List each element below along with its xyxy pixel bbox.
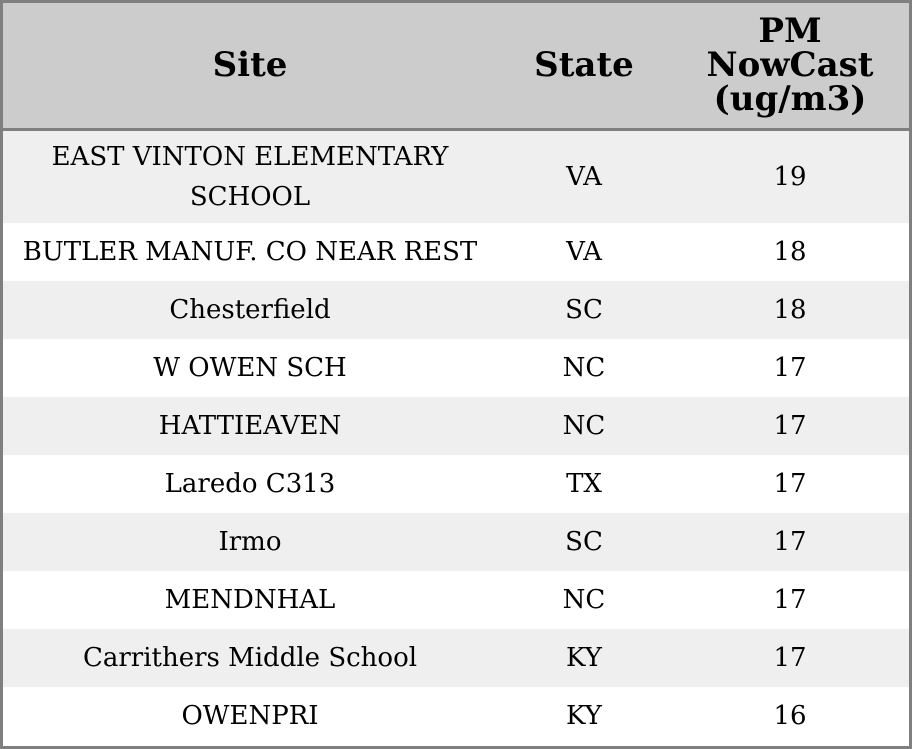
- table-header: [3, 3, 909, 129]
- table-row: [3, 455, 909, 513]
- state-cell: SC: [565, 527, 603, 557]
- site-cell: OWENPRI: [181, 701, 319, 731]
- header-site: Site: [3, 3, 497, 129]
- state-cell: SC: [565, 295, 603, 325]
- header-state: State: [497, 3, 671, 129]
- table-row: [3, 281, 909, 339]
- pm-cell: 18: [773, 295, 807, 325]
- table-row: [3, 571, 909, 629]
- header-pm-nowcast: [671, 3, 909, 129]
- pm-cell: 18: [773, 237, 807, 267]
- state-cell: KY: [566, 643, 602, 673]
- site-cell: HATTIEAVEN: [158, 411, 342, 441]
- state-cell: VA: [566, 237, 602, 267]
- table-row: [3, 129, 909, 223]
- header-pm-line-1: PM: [758, 11, 822, 52]
- pm-cell: 19: [773, 161, 807, 192]
- site-cell: Laredo C313: [164, 469, 336, 499]
- pm-cell: 17: [773, 411, 807, 441]
- table-row: [3, 397, 909, 455]
- state-cell: NC: [562, 411, 606, 441]
- header-pm-line-2: NowCast: [706, 45, 874, 86]
- table-row: [3, 223, 909, 281]
- site-cell: EAST VINTON ELEMENTARY SCHOOL: [51, 141, 449, 212]
- site-cell: Irmo: [218, 527, 282, 557]
- pm-cell: 16: [773, 701, 807, 731]
- pm-cell: 17: [773, 527, 807, 557]
- site-cell: Chesterfield: [169, 295, 331, 325]
- header-row: [3, 3, 909, 129]
- state-cell: NC: [562, 353, 606, 383]
- site-cell: W OWEN SCH: [153, 353, 347, 383]
- site-cell: MENDNHAL: [164, 585, 336, 615]
- pm-cell: 17: [773, 585, 807, 615]
- table-row: [3, 339, 909, 397]
- table-row: [3, 629, 909, 687]
- table-row: [3, 687, 909, 745]
- pm-cell: 17: [773, 643, 807, 673]
- state-cell: VA: [566, 161, 602, 192]
- pm-cell: 17: [773, 353, 807, 383]
- pm-nowcast-table: [3, 3, 909, 745]
- table-body: [3, 129, 909, 745]
- state-cell: TX: [566, 469, 602, 499]
- table-row: [3, 513, 909, 571]
- pm-cell: 17: [773, 469, 807, 499]
- state-cell: NC: [562, 585, 606, 615]
- site-cell: Carrithers Middle School: [82, 643, 418, 673]
- site-cell: BUTLER MANUF. CO NEAR REST: [22, 237, 478, 267]
- state-cell: KY: [566, 701, 602, 731]
- header-pm-line-3: (ug/m3): [713, 79, 867, 120]
